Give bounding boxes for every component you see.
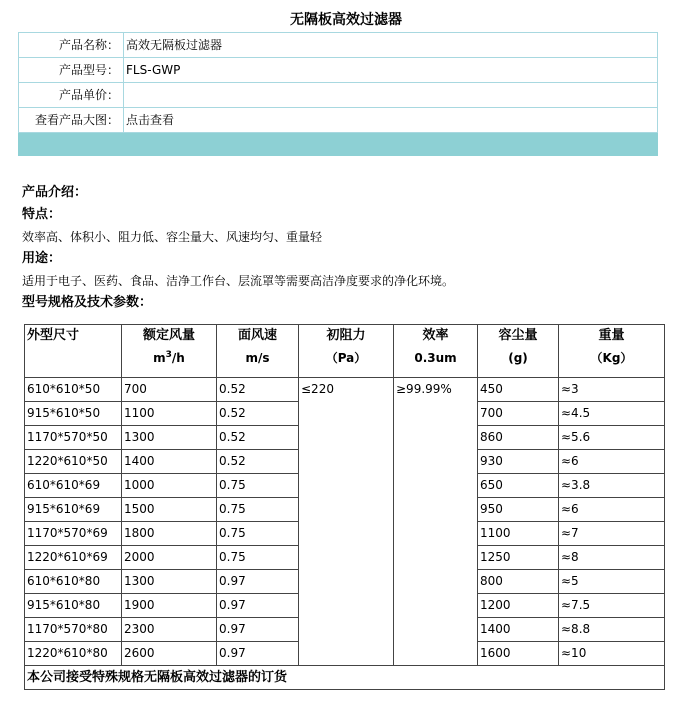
cell-flow: 1100: [122, 402, 217, 426]
info-label: 产品单价：: [19, 83, 124, 108]
cell-dust: 700: [478, 402, 559, 426]
spec-body: [25, 378, 665, 666]
info-row-price: [19, 83, 658, 108]
cell-dust: 450: [478, 378, 559, 402]
cell-dust: 950: [478, 498, 559, 522]
cell-flow: 1500: [122, 498, 217, 522]
info-value: FLS-GWP: [124, 58, 658, 83]
cell-resistance: ≤220: [299, 378, 394, 666]
cell-speed: 0.97: [217, 618, 299, 642]
cell-weight: ≈10: [559, 642, 665, 666]
header-size: [25, 325, 122, 378]
info-value: [124, 83, 658, 108]
cell-speed: 0.75: [217, 474, 299, 498]
info-row-model: [19, 58, 658, 83]
cell-dust: 650: [478, 474, 559, 498]
cell-weight: ≈5: [559, 570, 665, 594]
info-row-image: [19, 108, 658, 133]
cell-weight: ≈5.6: [559, 426, 665, 450]
cell-size: 610*610*50: [25, 378, 122, 402]
header-resistance: [299, 325, 394, 378]
cell-size: 610*610*69: [25, 474, 122, 498]
spec-footer-note: 本公司接受特殊规格无隔板高效过滤器的订货: [25, 666, 665, 690]
cell-flow: 700: [122, 378, 217, 402]
header-label: 面风速: [237, 328, 277, 343]
cell-weight: ≈4.5: [559, 402, 665, 426]
header-unit: 0.3um: [414, 351, 457, 365]
info-label: 产品名称：: [19, 33, 124, 58]
cell-size: 915*610*80: [25, 594, 122, 618]
cell-flow: 1900: [122, 594, 217, 618]
header-unit: (g): [508, 351, 528, 365]
cell-speed: 0.75: [217, 546, 299, 570]
header-label: 额定风量: [142, 328, 195, 343]
cell-flow: 2000: [122, 546, 217, 570]
cell-speed: 0.52: [217, 378, 299, 402]
spec-heading: 型号规格及技术参数：: [22, 295, 153, 310]
features-heading: 特点：: [22, 207, 62, 222]
spec-header-row: [25, 325, 665, 378]
teal-bar: [19, 133, 658, 156]
header-flow: [122, 325, 217, 378]
cell-dust: 1100: [478, 522, 559, 546]
header-label: 效率: [422, 328, 449, 343]
cell-size: 915*610*50: [25, 402, 122, 426]
product-intro: [22, 182, 672, 314]
cell-flow: 1300: [122, 570, 217, 594]
cell-flow: 2600: [122, 642, 217, 666]
cell-dust: 930: [478, 450, 559, 474]
spec-table: [24, 324, 665, 690]
cell-speed: 0.52: [217, 426, 299, 450]
cell-size: 1170*570*80: [25, 618, 122, 642]
cell-dust: 800: [478, 570, 559, 594]
features-text: 效率高、体积小、阻力低、容尘量大、风速均匀、重量轻: [22, 230, 323, 244]
table-row: [25, 378, 665, 402]
cell-speed: 0.97: [217, 594, 299, 618]
cell-dust: 1250: [478, 546, 559, 570]
cell-dust: 1200: [478, 594, 559, 618]
cell-weight: ≈3.8: [559, 474, 665, 498]
info-footer-bar: [19, 133, 658, 156]
cell-flow: 1800: [122, 522, 217, 546]
header-label: 初阻力: [326, 328, 366, 343]
cell-flow: 1400: [122, 450, 217, 474]
cell-size: 1220*610*69: [25, 546, 122, 570]
header-weight: [559, 325, 665, 378]
cell-speed: 0.52: [217, 450, 299, 474]
cell-weight: ≈3: [559, 378, 665, 402]
cell-weight: ≈6: [559, 498, 665, 522]
header-speed: [217, 325, 299, 378]
cell-speed: 0.97: [217, 642, 299, 666]
info-label: 查看产品大图：: [19, 108, 124, 133]
cell-flow: 1000: [122, 474, 217, 498]
cell-size: 1170*570*50: [25, 426, 122, 450]
cell-size: 1170*570*69: [25, 522, 122, 546]
header-unit: （Kg）: [590, 351, 633, 365]
cell-weight: ≈8.8: [559, 618, 665, 642]
cell-weight: ≈7.5: [559, 594, 665, 618]
header-efficiency: [394, 325, 478, 378]
header-unit: m/s: [245, 351, 270, 365]
intro-heading: 产品介绍：: [22, 185, 88, 200]
cell-weight: ≈6: [559, 450, 665, 474]
info-label: 产品型号：: [19, 58, 124, 83]
cell-speed: 0.52: [217, 402, 299, 426]
cell-dust: 1600: [478, 642, 559, 666]
cell-dust: 860: [478, 426, 559, 450]
cell-size: 610*610*80: [25, 570, 122, 594]
spec-footer-row: [25, 666, 665, 690]
header-unit: （Pa）: [325, 351, 367, 365]
cell-weight: ≈7: [559, 522, 665, 546]
header-unit: $m^3/h$: [153, 350, 185, 365]
header-label: 外型尺寸: [27, 328, 80, 343]
product-info-table: [18, 32, 658, 156]
header-label: 重量: [598, 328, 625, 343]
cell-speed: 0.97: [217, 570, 299, 594]
info-row-name: [19, 33, 658, 58]
cell-efficiency: ≥99.99%: [394, 378, 478, 666]
cell-speed: 0.75: [217, 498, 299, 522]
cell-weight: ≈8: [559, 546, 665, 570]
info-value: 高效无隔板过滤器: [124, 33, 658, 58]
cell-size: 1220*610*80: [25, 642, 122, 666]
usage-heading: 用途：: [22, 251, 62, 266]
cell-flow: 1300: [122, 426, 217, 450]
cell-dust: 1400: [478, 618, 559, 642]
header-label: 容尘量: [498, 328, 538, 343]
cell-flow: 2300: [122, 618, 217, 642]
header-dust: [478, 325, 559, 378]
cell-size: 1220*610*50: [25, 450, 122, 474]
cell-speed: 0.75: [217, 522, 299, 546]
usage-text: 适用于电子、医药、食品、洁净工作台、层流罩等需要高洁净度要求的净化环境。: [22, 274, 455, 288]
view-large-image-link[interactable]: 点击查看: [124, 108, 658, 133]
page-title: 无隔板高效过滤器: [290, 12, 402, 28]
cell-size: 915*610*69: [25, 498, 122, 522]
